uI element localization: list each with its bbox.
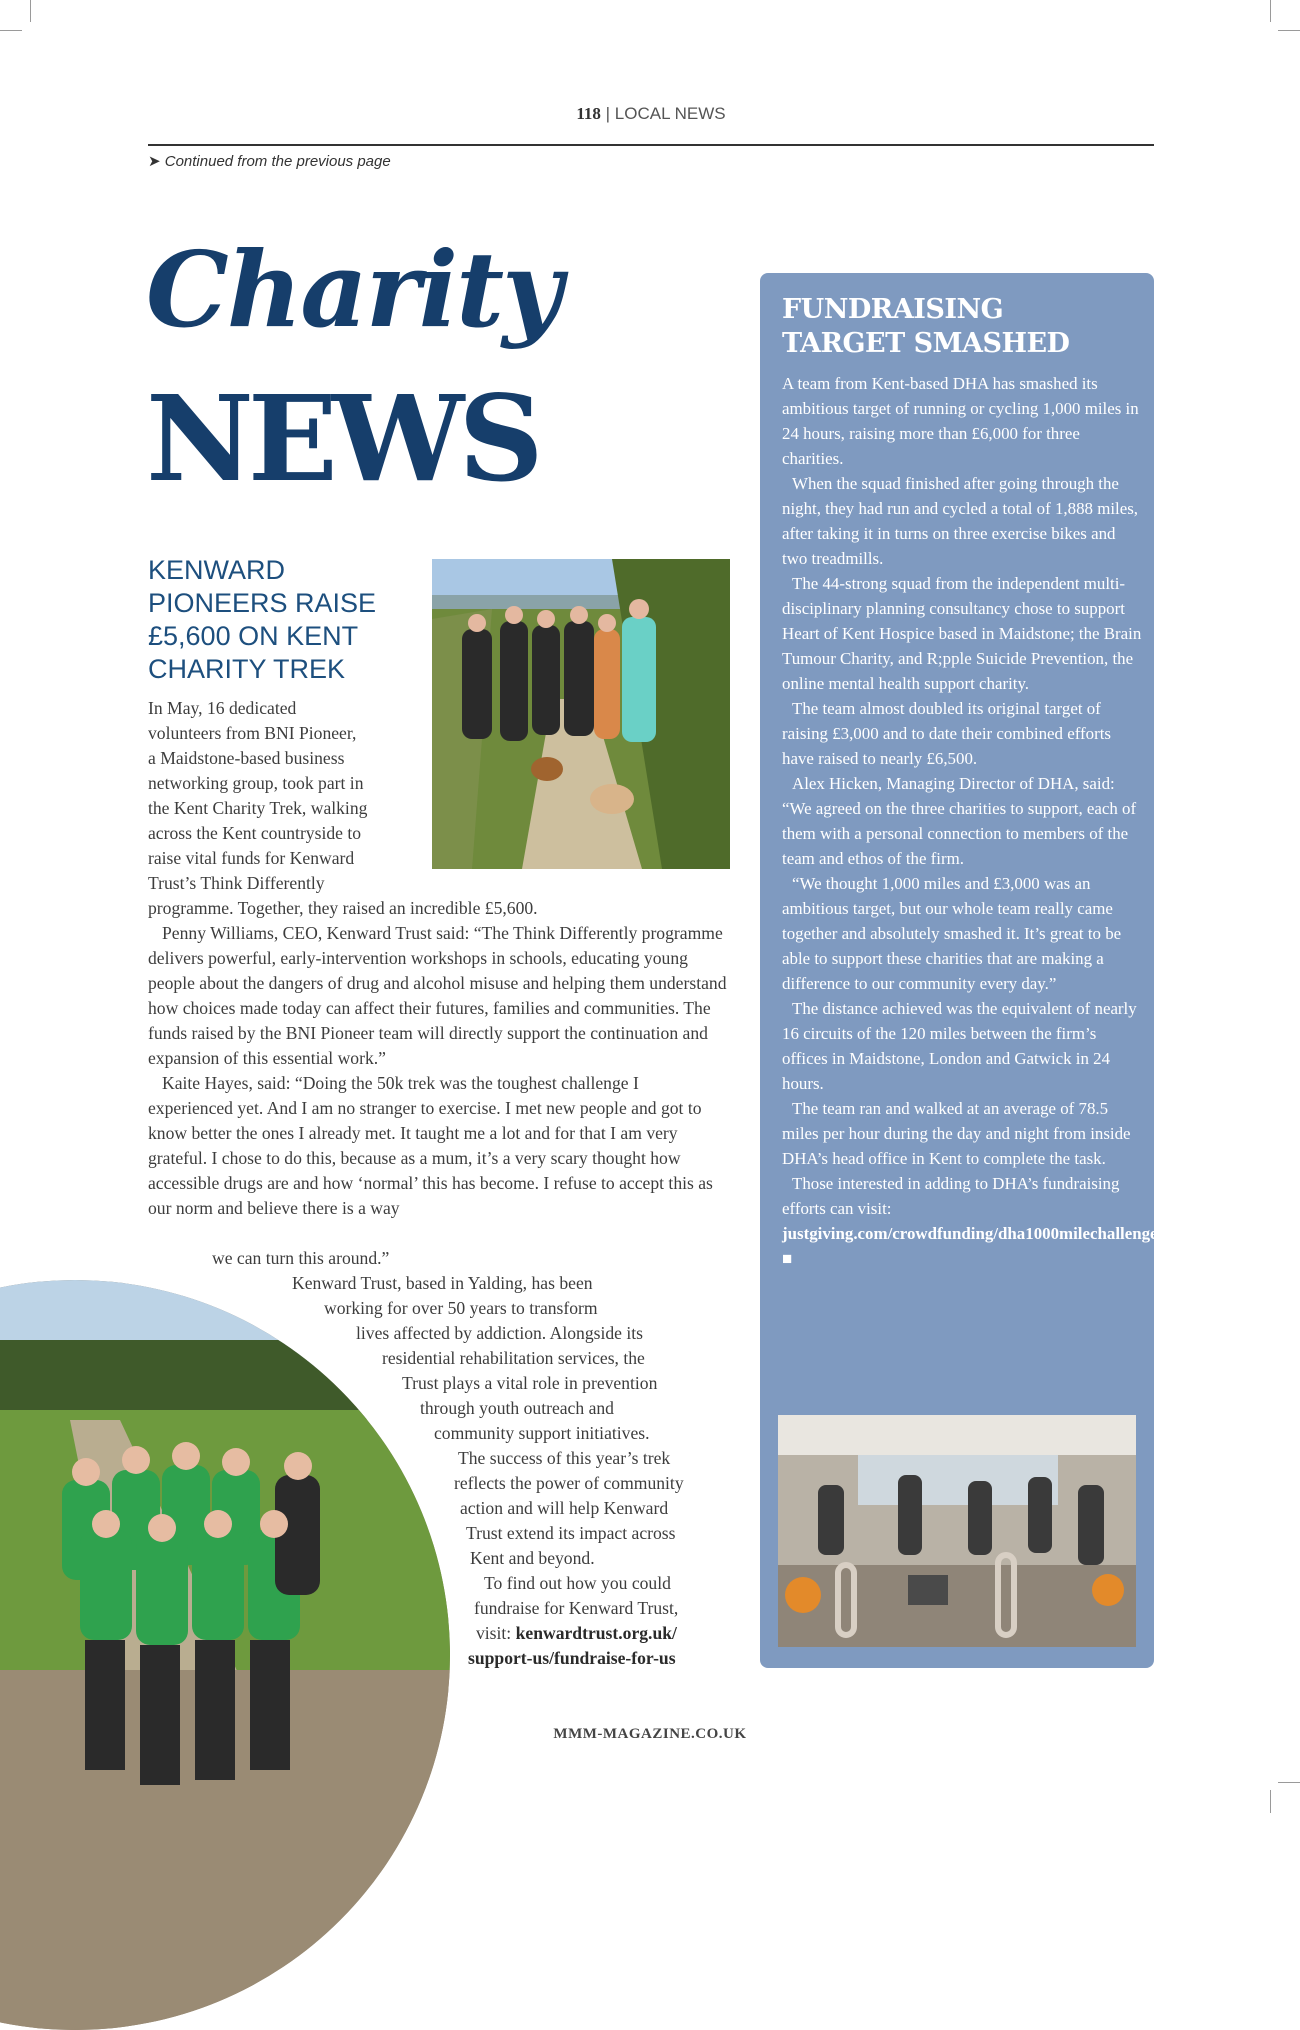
crop-mark <box>1270 1790 1271 1813</box>
text-line: through youth outreach and <box>420 1398 614 1418</box>
sidebar-paragraph: “We thought 1,000 miles and £3,000 was an ambitious target, but our whole team really came together and absolutely smashed it. It’s great to be able to support these charities that are making a difference to our community every day.” <box>782 874 1122 993</box>
trek-group-photo <box>432 559 730 869</box>
intro-line: a Maidstone-based business <box>148 748 345 768</box>
article-body <box>148 896 728 1221</box>
intro-line: networking group, took part in <box>148 773 364 793</box>
exercise-bikes-photo <box>778 1415 1136 1647</box>
intro-line: Trust’s Think Differently <box>148 873 325 893</box>
text-line: we can turn this around.” <box>212 1248 390 1268</box>
closing-text: Those interested in adding to DHA’s fundraising efforts can visit: <box>782 1174 1120 1218</box>
sidebar-paragraph: Alex Hicken, Managing Director of DHA, said: “We agreed on the three charities to support, each of them with a personal connection to members of the team and ethos of the firm. <box>782 774 1137 868</box>
visit-label: visit: <box>476 1623 512 1643</box>
intro-line: raise vital funds for Kenward <box>148 848 355 868</box>
kenward-link-continued[interactable]: support-us/fundraise-for-us <box>468 1648 676 1668</box>
intro-tail: programme. Together, they raised an incredible £5,600. <box>148 898 538 918</box>
text-line: action and will help Kenward <box>460 1498 669 1518</box>
crop-mark <box>0 30 22 31</box>
sidebar-paragraph: The 44-strong squad from the independent multi-disciplinary planning consultancy chose to support Heart of Kent Hospice based in Maidstone; the Brain Tumour Charity, and R;pple Suicide Prevention, the online mental health support charity. <box>782 574 1142 693</box>
quote-penny: Penny Williams, CEO, Kenward Trust said: “The Think Differently programme delivers powerful, early-intervention workshops in schools, educating young people about the dangers of drug and alcohol misuse and helping them understand how choices made today can affect their futures, families and communities. The funds raised by the BNI Pioneer team will directly support the continuation and expansion of this essential work.” <box>148 923 727 1068</box>
fundraising-sidebar <box>760 273 1158 1668</box>
continued-note: ➤ Continued from the previous page <box>148 153 391 170</box>
sidebar-paragraph: The team ran and walked at an average of 78.5 miles per hour during the day and night from inside DHA’s head office in Kent to complete the task. <box>782 1099 1131 1168</box>
intro-line: across the Kent countryside to <box>148 823 362 843</box>
intro-line: volunteers from BNI Pioneer, <box>148 723 357 743</box>
page-header <box>148 104 1154 146</box>
article-headline: KENWARD PIONEERS RAISE £5,600 ON KENT CHARITY TREK <box>148 555 377 684</box>
crop-mark <box>30 0 31 22</box>
footer-site: MMM-MAGAZINE.CO.UK <box>553 1726 747 1742</box>
intro-line: In May, 16 dedicated <box>148 698 297 718</box>
sidebar-title <box>782 293 1142 361</box>
masthead-news: NEWS <box>146 369 538 508</box>
text-line <box>148 1621 728 1646</box>
sidebar-closing <box>782 1171 1158 1271</box>
section-name: LOCAL NEWS <box>614 104 726 123</box>
sidebar-paragraph: A team from Kent-based DHA has smashed its ambitious target of running or cycling 1,000 miles in 24 hours, raising more than £6,000 for three charities. <box>782 374 1139 468</box>
text-line: working for over 50 years to transform <box>324 1298 598 1318</box>
text-line: To find out how you could <box>484 1573 671 1593</box>
sidebar-paragraph: The distance achieved was the equivalent of nearly 16 circuits of the 120 miles between the firm’s offices in Maidstone, London and Gatwick in 24 hours. <box>782 999 1137 1093</box>
intro-line: the Kent Charity Trek, walking <box>148 798 368 818</box>
article-continuation <box>148 1246 728 1696</box>
justgiving-link[interactable]: justgiving.com/crowdfunding/dha1000milechallenge <box>782 1224 1158 1243</box>
sidebar-paragraph: The team almost doubled its original target of raising £3,000 and to date their combined efforts have raised to nearly £6,500. <box>782 699 1111 768</box>
crop-mark <box>1278 1782 1300 1783</box>
text-line: fundraise for Kenward Trust, <box>474 1598 679 1618</box>
crop-mark <box>1270 0 1271 22</box>
crop-mark <box>1278 30 1300 31</box>
kenward-link[interactable]: kenwardtrust.org.uk/ <box>515 1623 677 1643</box>
text-line: The success of this year’s trek <box>458 1448 671 1468</box>
end-mark: ■ <box>782 1249 793 1268</box>
header-separator: | <box>600 104 615 123</box>
text-line: Kent and beyond. <box>470 1548 595 1568</box>
text-line: reflects the power of community <box>454 1473 684 1493</box>
quote-kaite: Kaite Hayes, said: “Doing the 50k trek was the toughest challenge I experienced yet. And I am no stranger to exercise. I met new people and got to know better the ones I already met. It taught me a lot and for that I am very grateful. I chose to do this, because as a mum, it’s a very scary thought how accessible drugs are and how ‘normal’ this has become. I refuse to accept this as our norm and believe there is a way <box>148 1073 713 1218</box>
sidebar-body <box>782 371 1158 1271</box>
intro-column <box>148 696 428 896</box>
sidebar-title-line: FUNDRAISING <box>782 294 1004 325</box>
text-line: Kenward Trust, based in Yalding, has been <box>292 1273 593 1293</box>
sidebar-title-line: TARGET SMASHED <box>782 328 1070 359</box>
page-number: 118 <box>576 104 601 123</box>
text-line: community support initiatives. <box>434 1423 650 1443</box>
sidebar-paragraph: When the squad finished after going through the night, they had run and cycled a total of 1,888 miles, after taking it in turns on three exercise bikes and two treadmills. <box>782 474 1139 568</box>
text-line: residential rehabilitation services, the <box>382 1348 645 1368</box>
text-line: lives affected by addiction. Alongside its <box>356 1323 643 1343</box>
masthead-charity: Charity <box>146 228 561 351</box>
text-line: Trust plays a vital role in prevention <box>402 1373 658 1393</box>
text-line: Trust extend its impact across <box>466 1523 676 1543</box>
